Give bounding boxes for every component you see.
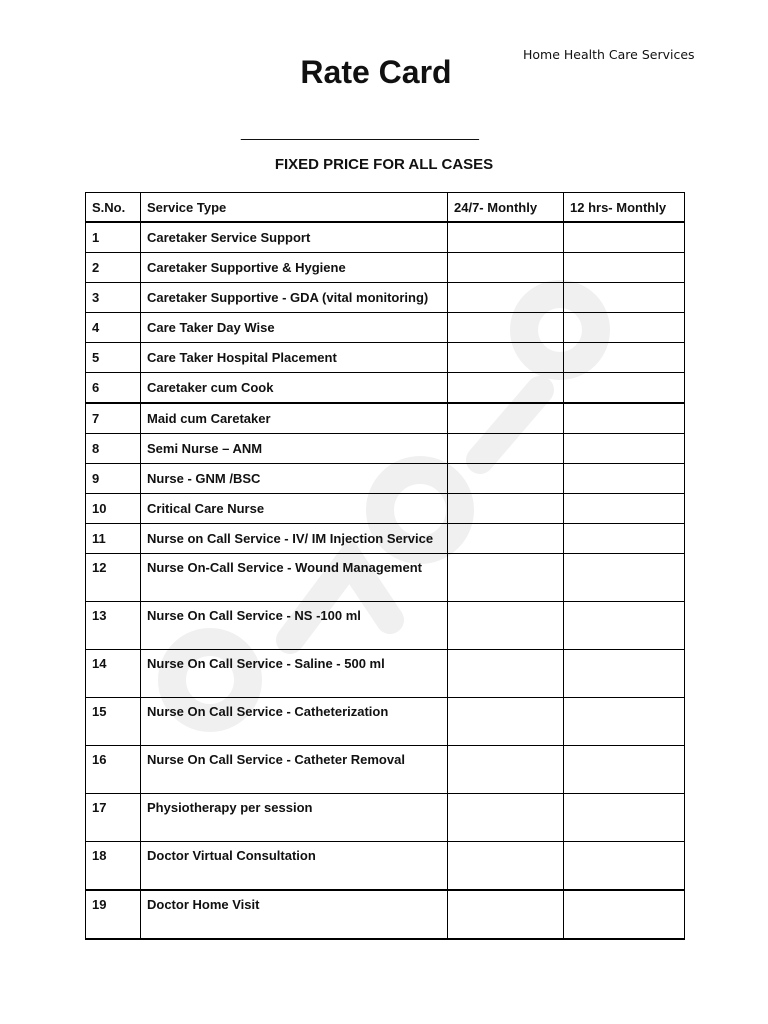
cell-247-monthly [448, 650, 564, 698]
cell-service-type: Semi Nurse – ANM [141, 434, 448, 464]
cell-12hrs-monthly [564, 403, 685, 434]
table-row [86, 343, 685, 373]
table-row [86, 698, 685, 746]
cell-service-type: Nurse On Call Service - Saline - 500 ml [141, 650, 448, 698]
cell-sno: 4 [86, 313, 141, 343]
column-header-sno: S.No. [86, 193, 141, 223]
cell-sno: 12 [86, 554, 141, 602]
table-header-row [86, 193, 685, 223]
cell-service-type: Caretaker Supportive - GDA (vital monitoring) [141, 283, 448, 313]
cell-service-type: Maid cum Caretaker [141, 403, 448, 434]
cell-12hrs-monthly [564, 253, 685, 283]
cell-12hrs-monthly [564, 283, 685, 313]
cell-12hrs-monthly [564, 602, 685, 650]
cell-sno: 9 [86, 464, 141, 494]
cell-service-type: Nurse On Call Service - Catheterization [141, 698, 448, 746]
cell-247-monthly [448, 554, 564, 602]
cell-247-monthly [448, 494, 564, 524]
cell-sno: 5 [86, 343, 141, 373]
cell-sno: 19 [86, 890, 141, 939]
rate-table [85, 192, 685, 940]
page-title: Rate Card [300, 54, 452, 90]
cell-sno: 10 [86, 494, 141, 524]
cell-12hrs-monthly [564, 222, 685, 253]
cell-service-type: Care Taker Hospital Placement [141, 343, 448, 373]
page-subtitle: FIXED PRICE FOR ALL CASES [274, 156, 494, 173]
cell-12hrs-monthly [564, 842, 685, 891]
table-row [86, 746, 685, 794]
cell-sno: 18 [86, 842, 141, 891]
table-row [86, 794, 685, 842]
cell-12hrs-monthly [564, 464, 685, 494]
cell-service-type: Caretaker Supportive & Hygiene [141, 253, 448, 283]
cell-247-monthly [448, 222, 564, 253]
company-name: Home Health Care Services [523, 47, 695, 62]
cell-service-type: Nurse On Call Service - NS -100 ml [141, 602, 448, 650]
cell-12hrs-monthly [564, 494, 685, 524]
cell-12hrs-monthly [564, 794, 685, 842]
cell-12hrs-monthly [564, 524, 685, 554]
table-row [86, 253, 685, 283]
column-header-247-monthly: 24/7- Monthly [448, 193, 564, 223]
table-row [86, 890, 685, 939]
cell-247-monthly [448, 602, 564, 650]
cell-sno: 13 [86, 602, 141, 650]
cell-247-monthly [448, 842, 564, 891]
cell-247-monthly [448, 746, 564, 794]
cell-service-type: Care Taker Day Wise [141, 313, 448, 343]
table-row [86, 554, 685, 602]
cell-12hrs-monthly [564, 890, 685, 939]
cell-service-type: Nurse On Call Service - Catheter Removal [141, 746, 448, 794]
cell-247-monthly [448, 283, 564, 313]
title-rule: ______________________________ [241, 124, 478, 141]
cell-service-type: Doctor Virtual Consultation [141, 842, 448, 891]
table-row [86, 222, 685, 253]
cell-247-monthly [448, 524, 564, 554]
cell-service-type: Nurse On-Call Service - Wound Management [141, 554, 448, 602]
table-row [86, 524, 685, 554]
cell-sno: 17 [86, 794, 141, 842]
column-header-service-type: Service Type [141, 193, 448, 223]
cell-12hrs-monthly [564, 434, 685, 464]
cell-sno: 7 [86, 403, 141, 434]
cell-247-monthly [448, 464, 564, 494]
cell-12hrs-monthly [564, 746, 685, 794]
table-row [86, 403, 685, 434]
cell-247-monthly [448, 313, 564, 343]
cell-sno: 15 [86, 698, 141, 746]
cell-12hrs-monthly [564, 554, 685, 602]
cell-247-monthly [448, 373, 564, 404]
cell-service-type: Nurse - GNM /BSC [141, 464, 448, 494]
cell-sno: 11 [86, 524, 141, 554]
cell-sno: 1 [86, 222, 141, 253]
cell-12hrs-monthly [564, 373, 685, 404]
column-header-12hrs-monthly: 12 hrs- Monthly [564, 193, 685, 223]
cell-service-type: Caretaker Service Support [141, 222, 448, 253]
cell-247-monthly [448, 794, 564, 842]
cell-247-monthly [448, 343, 564, 373]
table-row [86, 373, 685, 404]
cell-sno: 8 [86, 434, 141, 464]
table-row [86, 283, 685, 313]
cell-247-monthly [448, 403, 564, 434]
cell-12hrs-monthly [564, 313, 685, 343]
cell-12hrs-monthly [564, 650, 685, 698]
cell-12hrs-monthly [564, 343, 685, 373]
cell-sno: 16 [86, 746, 141, 794]
table-row [86, 494, 685, 524]
table-row [86, 313, 685, 343]
table-row [86, 602, 685, 650]
cell-sno: 3 [86, 283, 141, 313]
cell-sno: 2 [86, 253, 141, 283]
cell-12hrs-monthly [564, 698, 685, 746]
cell-247-monthly [448, 698, 564, 746]
table-row [86, 434, 685, 464]
table-row [86, 650, 685, 698]
cell-sno: 6 [86, 373, 141, 404]
table-row [86, 464, 685, 494]
cell-service-type: Physiotherapy per session [141, 794, 448, 842]
cell-247-monthly [448, 890, 564, 939]
cell-sno: 14 [86, 650, 141, 698]
cell-service-type: Caretaker cum Cook [141, 373, 448, 404]
table-row [86, 842, 685, 891]
cell-247-monthly [448, 253, 564, 283]
cell-service-type: Doctor Home Visit [141, 890, 448, 939]
cell-service-type: Nurse on Call Service - IV/ IM Injection Service [141, 524, 448, 554]
cell-247-monthly [448, 434, 564, 464]
cell-service-type: Critical Care Nurse [141, 494, 448, 524]
